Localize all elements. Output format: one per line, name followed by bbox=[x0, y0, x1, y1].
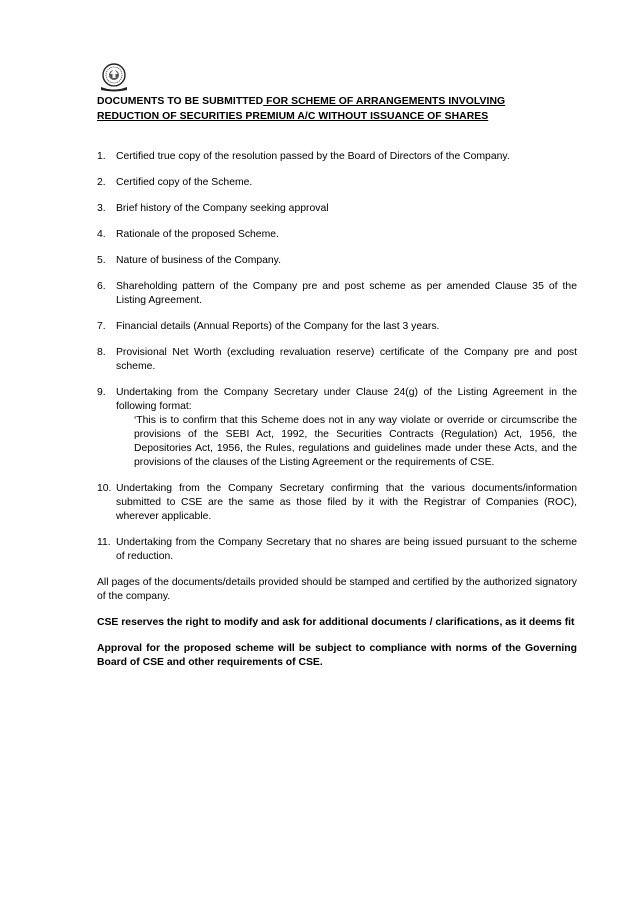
list-item-9 bbox=[97, 386, 577, 470]
item-number: 8. bbox=[97, 347, 106, 358]
item-text: Undertaking from the Company Secretary confirming that the various documents/information submitted to CSE are the same as those filed by it with the Registrar of Companies (ROC), wherever applicable. bbox=[116, 483, 577, 522]
item-number: 5. bbox=[97, 255, 106, 266]
list-item-1 bbox=[97, 150, 577, 164]
list-item-10 bbox=[97, 482, 577, 524]
list-item-4 bbox=[97, 228, 577, 242]
item-text: Certified copy of the Scheme. bbox=[116, 177, 253, 188]
list-item-2 bbox=[97, 176, 577, 190]
item-text: Shareholding pattern of the Company pre and post scheme as per amended Clause 35 of the Listing Agreement. bbox=[116, 281, 577, 306]
list-item-5 bbox=[97, 254, 577, 268]
item-text: Nature of business of the Company. bbox=[116, 255, 281, 266]
item-number: 2. bbox=[97, 177, 106, 188]
item-text: Undertaking from the Company Secretary that no shares are being issued pursuant to the scheme of reduction. bbox=[116, 537, 577, 562]
item-text: Certified true copy of the resolution passed by the Board of Directors of the Company. bbox=[116, 151, 510, 162]
item-number: 3. bbox=[97, 203, 106, 214]
item-text: Undertaking from the Company Secretary under Clause 24(g) of the Listing Agreement in the following format: bbox=[116, 387, 577, 412]
list-item-7 bbox=[97, 320, 577, 334]
item-number: 10. bbox=[97, 483, 112, 494]
cse-logo-icon bbox=[97, 62, 131, 92]
item-number: 4. bbox=[97, 229, 106, 240]
list-item-11 bbox=[97, 536, 577, 564]
item-number: 1. bbox=[97, 151, 106, 162]
list-item-6 bbox=[97, 280, 577, 308]
document-title bbox=[97, 95, 577, 124]
document-body bbox=[97, 150, 577, 682]
title-line1-plain: DOCUMENTS TO BE SUBMITTED bbox=[97, 96, 264, 107]
item-number: 7. bbox=[97, 321, 106, 332]
title-line1-underlined: FOR SCHEME OF ARRANGEMENTS INVOLVING bbox=[263, 96, 506, 107]
item-text: Brief history of the Company seeking approval bbox=[116, 203, 329, 214]
list-item-8 bbox=[97, 346, 577, 374]
item-number: 6. bbox=[97, 281, 106, 292]
list-item-3 bbox=[97, 202, 577, 216]
item-text: Financial details (Annual Reports) of the Company for the last 3 years. bbox=[116, 321, 440, 332]
item-text: Rationale of the proposed Scheme. bbox=[116, 229, 279, 240]
title-line2: REDUCTION OF SECURITIES PREMIUM A/C WITHOUT ISSUANCE OF SHARES bbox=[97, 110, 489, 122]
item-number: 11. bbox=[97, 537, 111, 548]
item-number: 9. bbox=[97, 387, 106, 398]
item-text: Provisional Net Worth (excluding revaluation reserve) certificate of the Company pre and post scheme. bbox=[116, 347, 577, 372]
reserve-rights-note: CSE reserves the right to modify and ask for additional documents / clarifications, as it deems fit bbox=[97, 617, 575, 628]
undertaking-quote: ‘This is to confirm that this Scheme does not in any way violate or override or circumscribe the provisions of the SEBI Act, 1992, the Securities Contracts (Regulation) Act, 1956, the Depositories Act, 1956, the Rules, regulations and guidelines made under these Acts, and the provisions of the clauses of the Listing Agreement or the requirements of CSE. bbox=[134, 415, 577, 468]
approval-note: Approval for the proposed scheme will be subject to compliance with norms of the Governing Board of CSE and other requirements of CSE. bbox=[97, 643, 577, 668]
certification-note: All pages of the documents/details provided should be stamped and certified by the authorized signatory of the company. bbox=[97, 577, 577, 602]
